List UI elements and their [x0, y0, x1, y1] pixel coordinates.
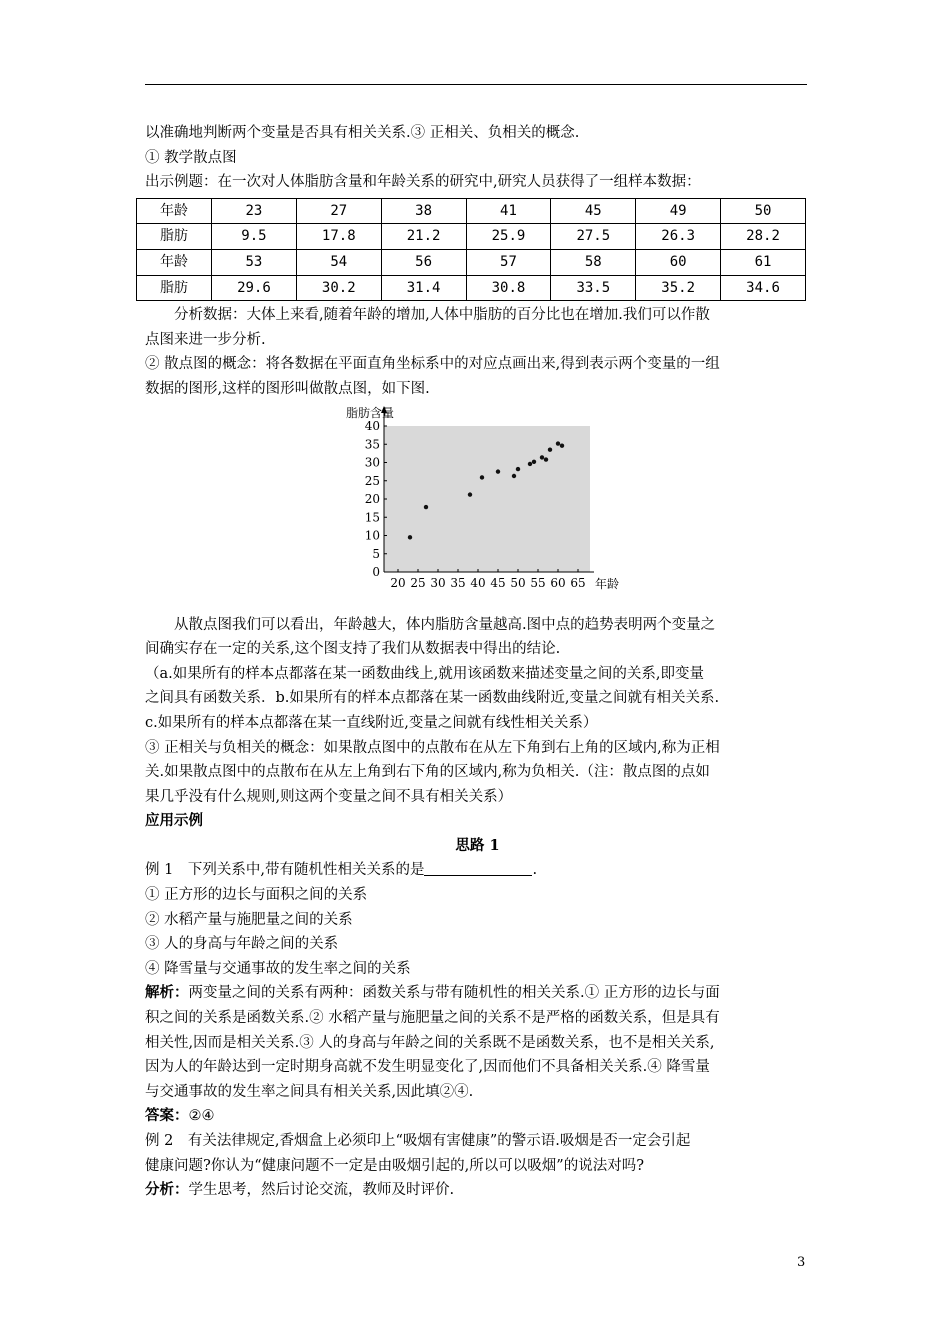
- y-tick-label: 5: [372, 546, 380, 561]
- y-tick-label: 15: [364, 509, 380, 524]
- example2-line: 健康问题?你认为“健康问题不一定是由吸烟引起的,所以可以吸烟”的说法对吗?: [145, 1157, 644, 1174]
- correlation-line: 果几乎没有什么规则,则这两个变量之间不具有相关关系）: [145, 788, 513, 805]
- conclusion-line: 间确实存在一定的关系,这个图支持了我们从数据表中得出的结论.: [145, 641, 561, 658]
- x-tick-label: 55: [530, 575, 546, 590]
- y-tick-label: 30: [364, 455, 380, 470]
- example1-stem: [145, 858, 810, 883]
- y-tick-label: 35: [364, 436, 380, 451]
- row-header: 脂肪: [137, 275, 212, 301]
- table-cell: 21.2: [381, 224, 466, 250]
- data-point: [548, 447, 552, 451]
- example1-stem-end: .: [532, 862, 538, 879]
- y-axis-label: 脂肪含量: [345, 405, 395, 420]
- table-cell: 41: [466, 198, 551, 224]
- table-cell: 60: [636, 249, 721, 275]
- data-point: [512, 473, 516, 477]
- concept-line: 数据的图形,这样的图形叫做散点图，如下图.: [145, 380, 430, 397]
- table-cell: 29.6: [212, 275, 297, 301]
- solution-label: 解析：: [145, 984, 189, 1002]
- option: ① 正方形的边长与面积之间的关系: [145, 887, 368, 904]
- page-content: [145, 121, 810, 1203]
- example-intro: 出示例题：在一次对人体脂肪含量和年龄关系的研究中,研究人员获得了一组样本数据：: [145, 174, 701, 191]
- x-tick-label: 30: [430, 575, 446, 590]
- row-header: 脂肪: [137, 224, 212, 250]
- data-point: [408, 535, 412, 539]
- page-number: 3: [797, 1255, 806, 1270]
- table-cell: 49: [636, 198, 721, 224]
- option: ② 水稻产量与施肥量之间的关系: [145, 911, 353, 928]
- x-axis-label: 年龄: [595, 576, 620, 591]
- x-tick-label: 20: [390, 575, 406, 590]
- table-row: [137, 249, 806, 275]
- note-line: 之间具有函数关系．b.如果所有的样本点都落在某一函数曲线附近,变量之间就有相关关系.: [145, 690, 720, 707]
- example2-line: 例 2 有关法律规定,香烟盒上必须印上“吸烟有害健康”的警示语.吸烟是否一定会引起: [145, 1133, 691, 1149]
- scatter-plot-svg: [320, 404, 620, 606]
- table-row: [137, 224, 806, 250]
- solution-text: 两变量之间的关系有两种：函数关系与带有随机性的相关关系.① 正方形的边长与面: [188, 985, 720, 1002]
- plot-area: [384, 426, 590, 572]
- data-table: [136, 198, 806, 301]
- table-cell: 35.2: [636, 275, 721, 301]
- table-cell: 58: [551, 249, 636, 275]
- x-tick-label: 65: [570, 575, 586, 590]
- table-cell: 25.9: [466, 224, 551, 250]
- analysis-line: 点图来进一步分析.: [145, 331, 266, 348]
- table-cell: 27.5: [551, 224, 636, 250]
- table-cell: 54: [296, 249, 381, 275]
- analysis-line: 分析数据：大体上来看,随着年龄的增加,人体中脂肪的百分比也在增加.我们可以作散: [174, 307, 710, 324]
- y-tick-label: 40: [364, 418, 380, 433]
- correlation-line: ③ 正相关与负相关的概念：如果散点图中的点散布在从左下角到右上角的区域内,称为正相: [145, 739, 720, 756]
- item-heading: ① 教学散点图: [145, 149, 237, 166]
- answer-line: [145, 1104, 810, 1129]
- option: ④ 降雪量与交通事故的发生率之间的关系: [145, 960, 411, 977]
- data-point: [532, 459, 536, 463]
- table-cell: 30.8: [466, 275, 551, 301]
- solution-line: 积之间的关系是函数关系.② 水稻产量与施肥量之间的关系不是严格的函数关系，但是具有: [145, 1010, 720, 1027]
- table-cell: 31.4: [381, 275, 466, 301]
- table-row: [137, 275, 806, 301]
- data-point: [560, 443, 564, 447]
- note-line: （a.如果所有的样本点都落在某一函数曲线上,就用该函数来描述变量之间的关系,即变量: [145, 665, 704, 682]
- y-tick-label: 10: [364, 528, 380, 543]
- data-point: [556, 441, 560, 445]
- answer-blank: [424, 860, 532, 876]
- x-tick-label: 45: [490, 575, 506, 590]
- solution-line: 因为人的年龄达到一定时期身高就不发生明显变化了,因而他们不具备相关关系.④ 降雪量: [145, 1059, 710, 1076]
- solution-line: 与交通事故的发生率之间具有相关关系,因此填②④.: [145, 1083, 474, 1100]
- y-tick-label: 20: [364, 491, 380, 506]
- table-cell: 57: [466, 249, 551, 275]
- table-row: [137, 198, 806, 224]
- table-cell: 56: [381, 249, 466, 275]
- option: ③ 人的身高与年龄之间的关系: [145, 936, 339, 953]
- x-tick-label: 50: [510, 575, 526, 590]
- table-cell: 45: [551, 198, 636, 224]
- application-heading: 应用示例: [145, 812, 203, 830]
- data-point: [496, 469, 500, 473]
- example1-stem-text: 例 1 下列关系中,带有随机性相关关系的是: [145, 862, 425, 879]
- solution-line: [145, 981, 810, 1006]
- header-rule: [145, 84, 807, 85]
- x-tick-label: 35: [450, 575, 466, 590]
- table-cell: 50: [721, 198, 806, 224]
- x-tick-label: 25: [410, 575, 426, 590]
- table-cell: 17.8: [296, 224, 381, 250]
- answer-text: ②④: [188, 1108, 215, 1125]
- table-cell: 61: [721, 249, 806, 275]
- y-tick-label: 25: [364, 473, 380, 488]
- x-tick-label: 40: [470, 575, 486, 590]
- table-cell: 23: [212, 198, 297, 224]
- note-line: c.如果所有的样本点都落在某一直线附近,变量之间就有线性相关关系）: [145, 714, 598, 731]
- correlation-line: 关.如果散点图中的点散布在从左上角到右下角的区域内,称为负相关.（注：散点图的点如: [145, 764, 710, 781]
- thought-heading: 思路 1: [455, 836, 500, 854]
- table-cell: 26.3: [636, 224, 721, 250]
- table-cell: 34.6: [721, 275, 806, 301]
- paragraph: 以准确地判断两个变量是否具有相关关系.③ 正相关、负相关的概念.: [145, 125, 580, 141]
- y-tick-label: 0: [372, 564, 380, 579]
- scatter-chart: [145, 404, 810, 606]
- table-cell: 28.2: [721, 224, 806, 250]
- analysis-label: 分析：: [145, 1181, 189, 1199]
- data-point: [540, 455, 544, 459]
- data-point: [480, 475, 484, 479]
- data-point: [424, 504, 428, 508]
- table-cell: 53: [212, 249, 297, 275]
- row-header: 年龄: [137, 249, 212, 275]
- data-point: [528, 461, 532, 465]
- x-tick-label: 60: [550, 575, 566, 590]
- example2-analysis: [145, 1178, 810, 1203]
- table-cell: 33.5: [551, 275, 636, 301]
- concept-line: ② 散点图的概念：将各数据在平面直角坐标系中的对应点画出来,得到表示两个变量的一组: [145, 356, 720, 373]
- analysis-text: 学生思考，然后讨论交流，教师及时评价.: [188, 1182, 455, 1199]
- table-cell: 27: [296, 198, 381, 224]
- data-point: [516, 466, 520, 470]
- conclusion-line: 从散点图我们可以看出，年龄越大，体内脂肪含量越高.图中点的趋势表明两个变量之: [174, 616, 716, 633]
- answer-label: 答案：: [145, 1107, 189, 1125]
- row-header: 年龄: [137, 198, 212, 224]
- table-cell: 9.5: [212, 224, 297, 250]
- data-point: [468, 492, 472, 496]
- table-cell: 38: [381, 198, 466, 224]
- solution-line: 相关性,因而是相关关系.③ 人的身高与年龄之间的关系既不是函数关系，也不是相关关系,: [145, 1034, 715, 1051]
- table-cell: 30.2: [296, 275, 381, 301]
- data-point: [544, 457, 548, 461]
